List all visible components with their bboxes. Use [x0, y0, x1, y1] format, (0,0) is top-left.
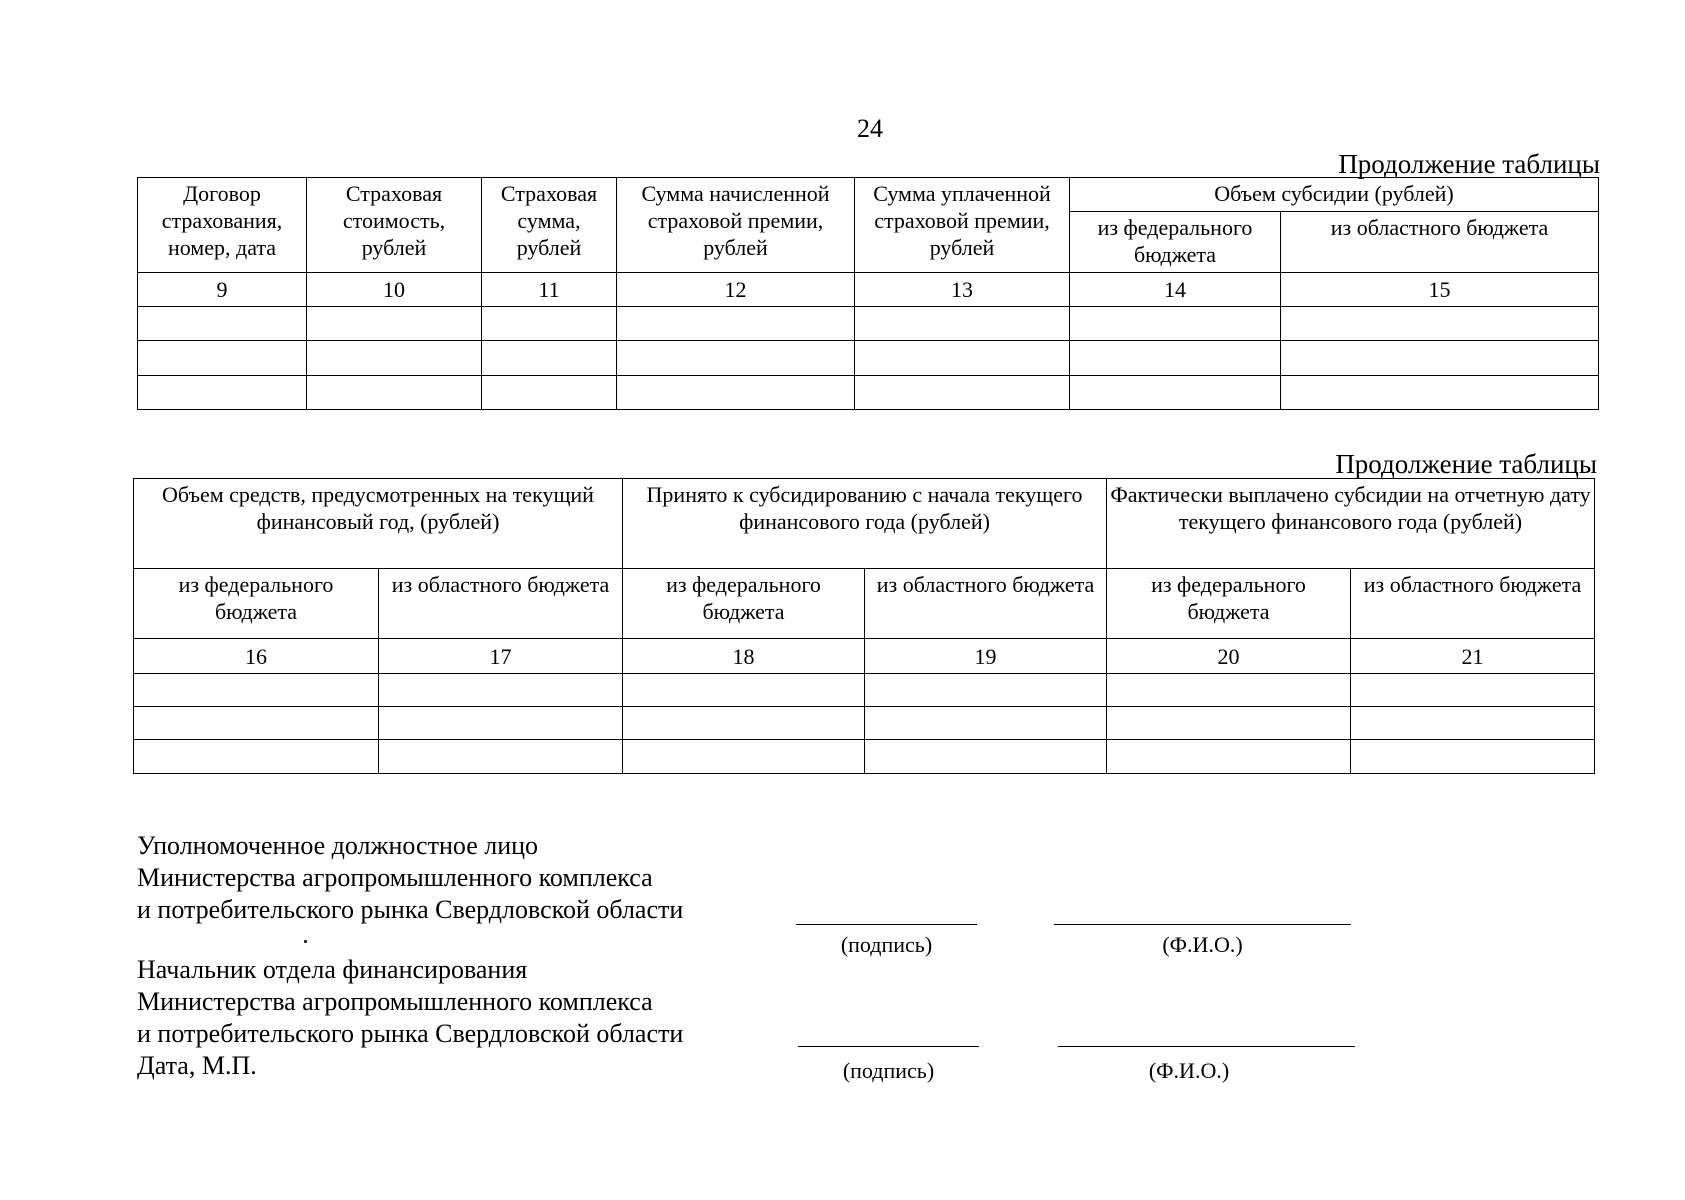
name-line[interactable]	[1058, 1046, 1355, 1047]
stray-dot	[304, 940, 307, 943]
signature-caption: (подпись)	[842, 1058, 935, 1083]
header-accepted-subsidy: Принято к субсидированию с начала текущего финансового года (рублей)	[623, 479, 1107, 569]
column-number-row	[134, 639, 1595, 674]
column-number: 10	[307, 273, 482, 307]
header-regional: из областного бюджета	[1351, 569, 1595, 639]
column-number: 15	[1281, 273, 1599, 307]
page-number: 24	[857, 114, 883, 143]
header-federal: из федерального бюджета	[134, 569, 379, 639]
empty-cell[interactable]	[865, 740, 1107, 774]
signature-line[interactable]	[796, 924, 977, 925]
column-number: 14	[1070, 273, 1281, 307]
empty-cell[interactable]	[1107, 707, 1351, 740]
title-line: и потребительского рынка Свердловской области	[137, 895, 684, 924]
insurance-table	[137, 177, 1599, 410]
finance-head-title	[137, 954, 683, 1082]
empty-cell[interactable]	[1281, 376, 1599, 410]
empty-cell[interactable]	[379, 740, 623, 774]
empty-cell[interactable]	[855, 376, 1070, 410]
table-row	[134, 707, 1595, 740]
header-regional: из областного бюджета	[1281, 212, 1599, 273]
title-line: Начальник отдела финансирования	[137, 955, 528, 984]
header-regional: из областного бюджета	[379, 569, 623, 639]
header-subsidy-volume: Объем субсидии (рублей)	[1070, 178, 1599, 212]
empty-cell[interactable]	[617, 307, 855, 341]
empty-cell[interactable]	[865, 674, 1107, 707]
empty-cell[interactable]	[1281, 341, 1599, 376]
empty-cell[interactable]	[1351, 674, 1595, 707]
empty-cell[interactable]	[138, 341, 307, 376]
name-caption: (Ф.И.О.)	[1148, 1058, 1230, 1083]
header-contract: Договор страхования, номер, дата	[138, 178, 307, 273]
title-line: Министерства агропромышленного комплекса	[137, 863, 653, 892]
table-row	[134, 740, 1595, 774]
empty-cell[interactable]	[138, 307, 307, 341]
empty-cell[interactable]	[1281, 307, 1599, 341]
header-actually-paid: Фактически выплачено субсидии на отчетную дату текущего финансового года (рублей)	[1107, 479, 1595, 569]
empty-cell[interactable]	[855, 307, 1070, 341]
column-number: 21	[1351, 639, 1595, 674]
empty-cell[interactable]	[1351, 707, 1595, 740]
empty-cell[interactable]	[1070, 376, 1281, 410]
empty-cell[interactable]	[482, 307, 617, 341]
title-line: и потребительского рынка Свердловской области	[137, 1019, 684, 1048]
date-stamp-label: Дата, М.П.	[137, 1051, 257, 1080]
header-insured-value: Страховая стоимость, рублей	[307, 178, 482, 273]
name-caption: (Ф.И.О.)	[1162, 932, 1243, 957]
table-row	[134, 674, 1595, 707]
column-number: 19	[865, 639, 1107, 674]
column-number: 17	[379, 639, 623, 674]
empty-cell[interactable]	[307, 376, 482, 410]
empty-cell[interactable]	[379, 674, 623, 707]
empty-cell[interactable]	[1351, 740, 1595, 774]
empty-cell[interactable]	[1070, 341, 1281, 376]
header-accrued-premium: Сумма начисленной страховой премии, рублей	[617, 178, 855, 273]
empty-cell[interactable]	[623, 740, 865, 774]
table-continuation-label: Продолжение таблицы	[1335, 449, 1597, 479]
empty-cell[interactable]	[617, 376, 855, 410]
column-number: 13	[855, 273, 1070, 307]
empty-cell[interactable]	[482, 376, 617, 410]
header-federal: из федерального бюджета	[1070, 212, 1281, 273]
column-number: 16	[134, 639, 379, 674]
empty-cell[interactable]	[379, 707, 623, 740]
empty-cell[interactable]	[134, 674, 379, 707]
title-line: Министерства агропромышленного комплекса	[137, 987, 653, 1016]
header-federal: из федерального бюджета	[623, 569, 865, 639]
column-number: 9	[138, 273, 307, 307]
empty-cell[interactable]	[1107, 674, 1351, 707]
title-line: Уполномоченное должностное лицо	[137, 831, 539, 860]
header-paid-premium: Сумма уплаченной страховой премии, рублей	[855, 178, 1070, 273]
column-number-row	[138, 273, 1599, 307]
header-funds-current-year: Объем средств, предусмотренных на текущий финансовый год, (рублей)	[134, 479, 623, 569]
table-continuation-label: Продолжение таблицы	[1338, 149, 1600, 179]
empty-cell[interactable]	[1070, 307, 1281, 341]
empty-cell[interactable]	[855, 341, 1070, 376]
signature-caption: (подпись)	[840, 932, 933, 957]
empty-cell[interactable]	[1107, 740, 1351, 774]
empty-cell[interactable]	[482, 341, 617, 376]
name-line[interactable]	[1054, 924, 1351, 925]
column-number: 11	[482, 273, 617, 307]
empty-cell[interactable]	[134, 707, 379, 740]
table-row	[138, 341, 1599, 376]
empty-cell[interactable]	[617, 341, 855, 376]
header-regional: из областного бюджета	[865, 569, 1107, 639]
header-insured-sum: Страховая сумма, рублей	[482, 178, 617, 273]
table-row	[138, 376, 1599, 410]
column-number: 12	[617, 273, 855, 307]
column-number: 18	[623, 639, 865, 674]
empty-cell[interactable]	[623, 707, 865, 740]
table-row	[138, 307, 1599, 341]
header-federal: из федерального бюджета	[1107, 569, 1351, 639]
empty-cell[interactable]	[623, 674, 865, 707]
signature-line[interactable]	[798, 1046, 979, 1047]
subsidy-table	[133, 478, 1595, 774]
column-number: 20	[1107, 639, 1351, 674]
empty-cell[interactable]	[138, 376, 307, 410]
authorized-official-title	[137, 830, 683, 926]
empty-cell[interactable]	[865, 707, 1107, 740]
empty-cell[interactable]	[307, 341, 482, 376]
empty-cell[interactable]	[307, 307, 482, 341]
empty-cell[interactable]	[134, 740, 379, 774]
